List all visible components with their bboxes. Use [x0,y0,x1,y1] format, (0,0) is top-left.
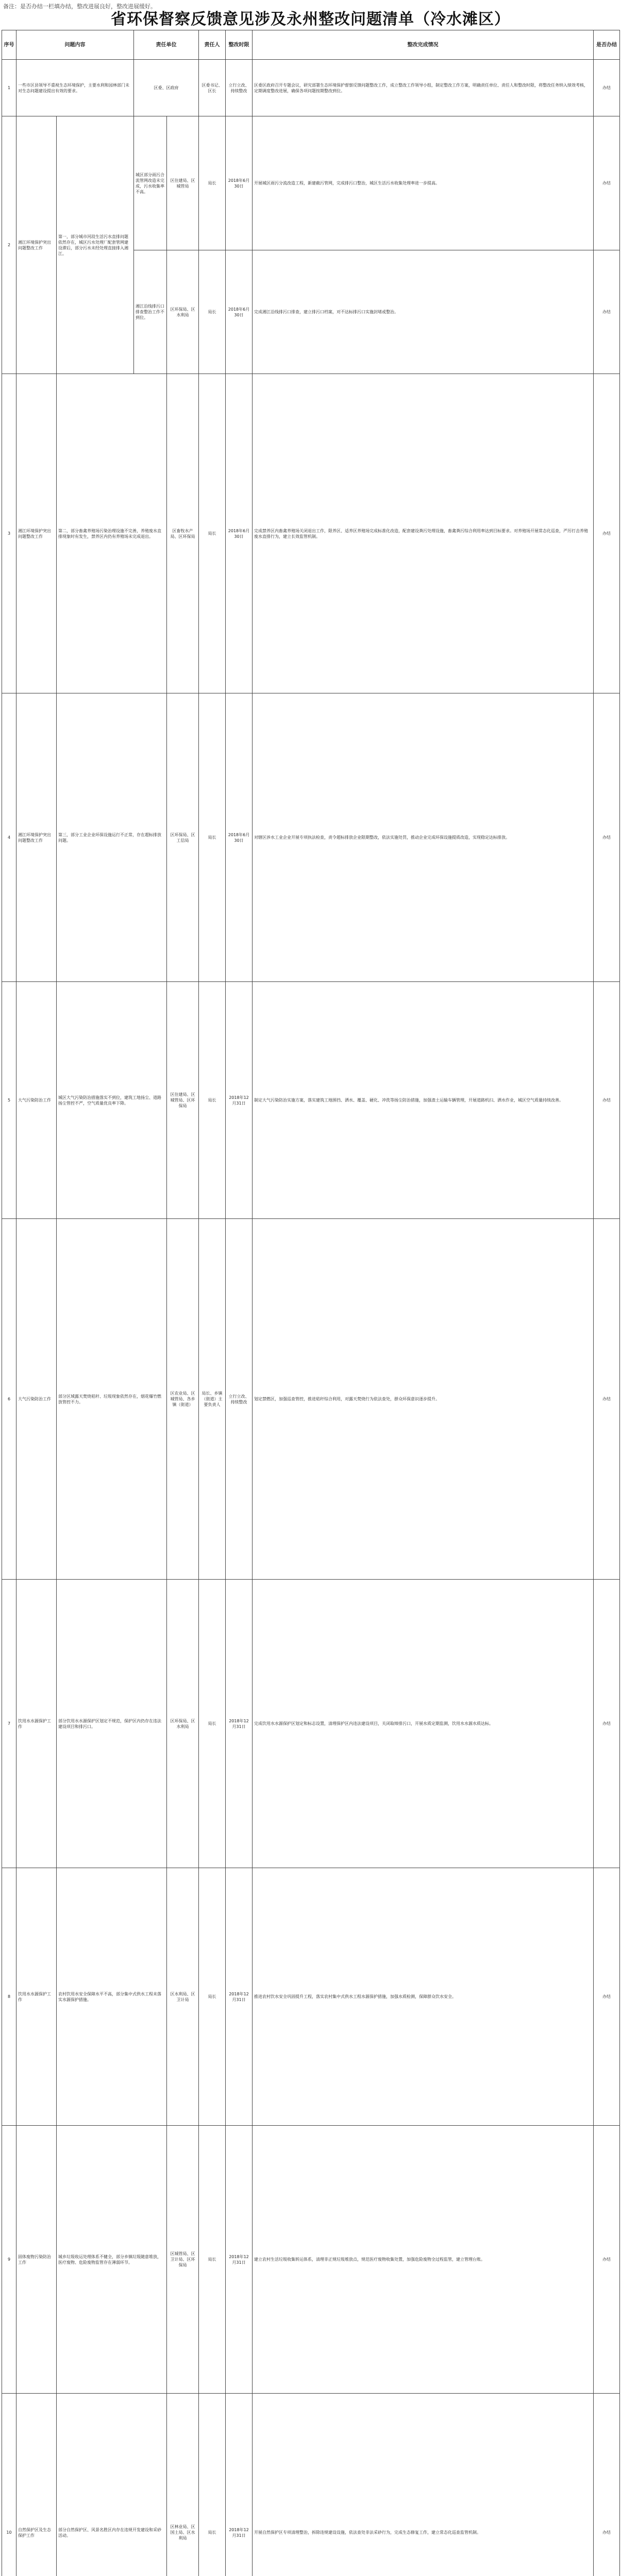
table-row [2,2126,620,2394]
done-cell: 办结 [594,250,620,374]
deadline-cell: 2018年6月30日 [226,116,253,250]
person-cell: 局长、乡镇（街道）主要负责人 [199,1219,226,1580]
done-cell: 办结 [594,116,620,250]
unit-cell: 区农业局、区城管局、各乡镇（街道） [167,1219,199,1580]
issue-cell: 城乡垃圾收运处理体系不健全，部分乡镇垃圾随意堆放，医疗废物、危险废物监管存在薄弱环节。 [57,2126,167,2394]
progress-cell: 制定大气污染防治实施方案，落实建筑工地围挡、洒水、覆盖、硬化、冲洗等扬尘防治措施，加强渣土运输车辆管理，开展道路机扫、洒水作业，城区空气质量持续改善。 [253,982,594,1219]
deadline-cell: 立行立改、持续整改 [226,1219,253,1580]
row-index: 1 [2,60,16,116]
person-cell: 局长 [199,2126,226,2394]
table-header-row [2,30,620,60]
header-deadline: 整改时限 [226,30,253,60]
header-issue: 问题内容 [16,30,134,60]
sub-issue-cell: 城区部分雨污合流管网改造未完成，污水收集率不高。 [134,116,167,250]
person-cell: 局长 [199,1868,226,2126]
row-index: 9 [2,2126,16,2394]
done-cell: 办结 [594,2394,620,2576]
row-index: 10 [2,2394,16,2576]
done-cell: 办结 [594,1580,620,1868]
deadline-cell: 2018年12月31日 [226,2126,253,2394]
category-cell: 湘江环境保护突出问题整改工作 [16,116,57,374]
progress-cell: 开展自然保护区专项清理整治，拆除违规建设设施，依法查处非法采砂行为，完成生态修复工作，建立常态化巡查监管机制。 [253,2394,594,2576]
header-unit: 责任单位 [134,30,199,60]
category-cell: 饮用水水源保护工作 [16,1868,57,2126]
row-index: 3 [2,374,16,693]
unit-cell: 区畜牧水产局、区环保局 [167,374,199,693]
done-cell: 办结 [594,693,620,982]
unit-cell: 区委、区政府 [134,60,199,116]
deadline-cell: 2018年6月30日 [226,250,253,374]
done-cell: 办结 [594,374,620,693]
person-cell: 局长 [199,374,226,693]
issue-cell: 城区大气污染防治措施落实不到位，建筑工地扬尘、道路扬尘管控不严，空气质量优良率下降。 [57,982,167,1219]
unit-cell: 区林业局、区国土局、区水利局 [167,2394,199,2576]
done-cell: 办结 [594,1219,620,1580]
issue-cell: 农村饮用水安全保障水平不高，部分集中式供水工程未落实水源保护措施。 [57,1868,167,2126]
unit-cell: 区住建局、区城管局 [167,116,199,250]
category-cell: 湘江环境保护突出问题整改工作 [16,374,57,693]
row-index: 8 [2,1868,16,2126]
unit-cell: 区环保局、区水利局 [167,250,199,374]
deadline-cell: 2018年12月31日 [226,2394,253,2576]
done-cell: 办结 [594,1868,620,2126]
page-title: 省环保督察反馈意见涉及永州整改问题清单（冷水滩区） [111,10,510,28]
deadline-cell: 2018年12月31日 [226,1580,253,1868]
issue-cell: 第二，部分畜禽养殖场污染治理设施不完善，养殖废水直排现象时有发生，禁养区内仍有养殖场未完成退出。 [57,374,167,693]
issue-cell: 部分区域露天焚烧秸秆、垃圾现象依然存在，烟花爆竹燃放管控不力。 [57,1219,167,1580]
table-row [2,2394,620,2576]
category-cell: 湘江环境保护突出问题整改工作 [16,693,57,982]
row-index: 5 [2,982,16,1219]
table-row [2,60,620,116]
header-done: 是否办结 [594,30,620,60]
header-progress: 整改完成情况 [253,30,594,60]
done-cell: 办结 [594,2126,620,2394]
row-index: 2 [2,116,16,374]
progress-cell: 划定禁燃区，加强巡查管控，推进秸秆综合利用，对露天焚烧行为依法查处，群众环保意识逐步提升。 [253,1219,594,1580]
category-cell: 固体废物污染防治工作 [16,2126,57,2394]
header-person: 责任人 [199,30,226,60]
table-row [2,116,620,250]
category-cell: 大气污染防治工作 [16,1219,57,1580]
issue-cell: 部分饮用水水源保护区划定不规范，保护区内仍存在违法建设项目和排污口。 [57,1580,167,1868]
category-cell: 自然保护区及生态保护工作 [16,2394,57,2576]
table-row [2,693,620,982]
progress-cell: 完成饮用水水源保护区划定和标志设置，清理保护区内违法建设项目，关闭取缔排污口，开展水质定期监测，饮用水水源水质达标。 [253,1580,594,1868]
person-cell: 局长 [199,982,226,1219]
issue-cell: 一些市区县领导不重视生态环境保护，主要水利和园林部门未对生态问题建设提出有效的要求。 [16,60,134,116]
deadline-cell: 2018年12月31日 [226,1868,253,2126]
table-row [2,1580,620,1868]
person-cell: 局长 [199,116,226,250]
row-index: 7 [2,1580,16,1868]
unit-cell: 区住建局、区城管局、区环保局 [167,982,199,1219]
issue-cell: 部分自然保护区、风景名胜区内存在违规开发建设和采砂活动。 [57,2394,167,2576]
table-row [2,374,620,693]
table-row [2,982,620,1219]
row-index: 6 [2,1219,16,1580]
header-note: 备注：是否办结一栏填办结，整改进展良好，整改进展缓好。 [3,3,156,10]
sub-issue-cell: 湘江沿线排污口排查整治工作不到位。 [134,250,167,374]
progress-cell: 建立农村生活垃圾收集转运体系，清理非正规垃圾堆放点，规范医疗废物收集处置，加强危险废物全过程监管，建立管理台账。 [253,2126,594,2394]
person-cell: 局长 [199,250,226,374]
person-cell: 局长 [199,1580,226,1868]
deadline-cell: 2018年6月30日 [226,374,253,693]
category-cell: 饮用水水源保护工作 [16,1580,57,1868]
progress-cell: 完成湘江沿线排污口排查，建立排污口档案，对不达标排污口实施封堵或整治。 [253,250,594,374]
person-cell: 区委书记、区长 [199,60,226,116]
unit-cell: 区环保局、区水利局 [167,1580,199,1868]
issue-cell: 第一，部分城市河段生活污水直排问题依然存在，城区污水处理厂配套管网建设滞后，部分污水未经处理直接排入湘江。 [57,116,134,374]
category-cell: 大气污染防治工作 [16,982,57,1219]
done-cell: 办结 [594,982,620,1219]
progress-cell: 开展城区雨污分流改造工程，新建截污管网，完成排污口整治，城区生活污水收集处理率进一步提高。 [253,116,594,250]
progress-cell: 完成禁养区内畜禽养殖场关闭退出工作，限养区、适养区养殖场完成标准化改造，配套建设粪污处理设施，畜禽粪污综合利用率达到目标要求。对养殖场开展常态化巡查，严厉打击养殖废水直排行为，建立长效监管机制。 [253,374,594,693]
table-row [2,1868,620,2126]
person-cell: 局长 [199,2394,226,2576]
deadline-cell: 2018年6月30日 [226,693,253,982]
person-cell: 局长 [199,693,226,982]
done-cell: 办结 [594,60,620,116]
issue-cell: 第三，部分工业企业环保设施运行不正常，存在超标排放问题。 [57,693,167,982]
progress-cell: 区委区政府召开专题会议，研究部署生态环境保护督察反馈问题整改工作，成立整改工作领导小组，制定整改工作方案，明确责任单位、责任人和整改时限，将整改任务纳入绩效考核，定期调度整改进展，确保各项问题按期整改到位。 [253,60,594,116]
unit-cell: 区水利局、区卫计局 [167,1868,199,2126]
progress-cell: 推进农村饮水安全巩固提升工程，落实农村集中式供水工程水源保护措施，加强水质检测，保障群众饮水安全。 [253,1868,594,2126]
row-index: 4 [2,693,16,982]
deadline-cell: 立行立改、持续整改 [226,60,253,116]
deadline-cell: 2018年12月31日 [226,982,253,1219]
unit-cell: 区城管局、区卫计局、区环保局 [167,2126,199,2394]
rectification-table [2,30,620,2576]
unit-cell: 区环保局、区工信局 [167,693,199,982]
progress-cell: 对辖区涉水工业企业开展专项执法检查，责令超标排放企业限期整改，依法实施处罚，推动企业完成环保设施提质改造，实现稳定达标排放。 [253,693,594,982]
header-index: 序号 [2,30,16,60]
table-row [2,1219,620,1580]
